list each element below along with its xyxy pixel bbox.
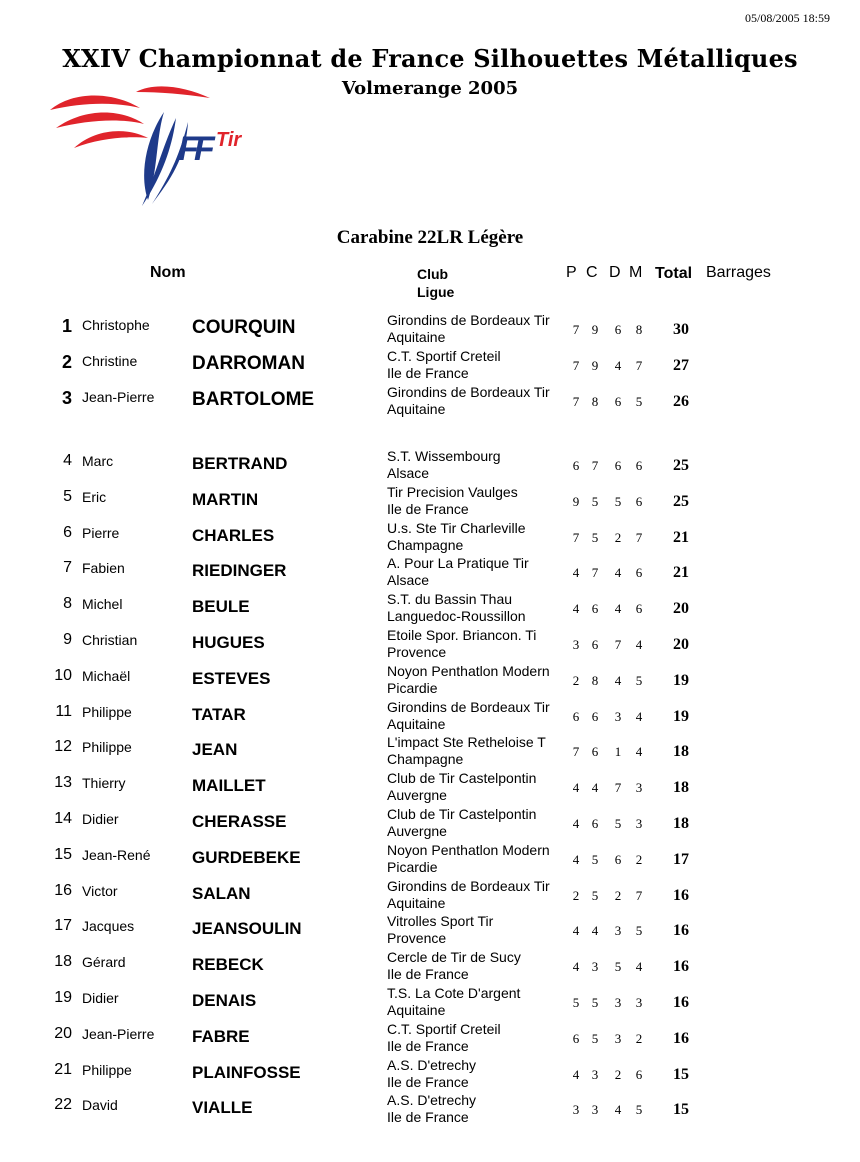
result-row xyxy=(0,985,860,1021)
last-name: BEULE xyxy=(192,597,250,617)
score-d: 6 xyxy=(614,393,622,409)
rank: 7 xyxy=(63,559,72,577)
score-c: 6 xyxy=(591,708,599,724)
first-name: Philippe xyxy=(82,703,132,720)
score-c: 5 xyxy=(591,529,599,545)
rank: 12 xyxy=(54,738,72,756)
total-score: 18 xyxy=(673,779,689,797)
total-score: 30 xyxy=(673,321,689,338)
result-row xyxy=(0,806,860,842)
result-row xyxy=(0,1057,860,1093)
ligue-name: Auvergne xyxy=(387,787,447,804)
score-d: 3 xyxy=(614,995,622,1010)
rank: 10 xyxy=(54,666,72,684)
club-ligue-cell xyxy=(387,949,521,983)
club-ligue-cell xyxy=(387,348,501,382)
rank: 15 xyxy=(54,845,72,863)
result-row xyxy=(0,627,860,663)
total-score: 25 xyxy=(673,457,689,474)
last-name: COURQUIN xyxy=(192,317,296,338)
result-row xyxy=(0,663,860,699)
score-c: 5 xyxy=(591,1030,599,1046)
score-p: 7 xyxy=(572,357,580,373)
score-d: 4 xyxy=(614,565,622,581)
col-header-club-ligue xyxy=(417,265,454,301)
last-name: SALAN xyxy=(192,883,251,903)
last-name: DARROMAN xyxy=(192,352,305,374)
total-score: 20 xyxy=(673,600,689,618)
score-c: 9 xyxy=(591,322,599,337)
club-ligue-cell xyxy=(387,878,550,912)
score-c: 7 xyxy=(591,458,599,473)
page-title: XXIV Championnat de France Silhouettes Métalliques xyxy=(62,44,798,73)
col-header-club: Club xyxy=(417,266,449,282)
score-m: 6 xyxy=(635,493,643,509)
ligue-name: Provence xyxy=(387,930,447,947)
score-p: 4 xyxy=(572,851,580,867)
total-score: 16 xyxy=(673,958,689,976)
ligue-name: Champagne xyxy=(387,536,464,553)
last-name: DENAIS xyxy=(192,991,257,1010)
ligue-name: Alsace xyxy=(387,572,430,589)
last-name: BERTRAND xyxy=(192,454,288,473)
total-score: 18 xyxy=(673,743,689,761)
rank: 21 xyxy=(54,1060,72,1078)
ligue-name: Picardie xyxy=(387,858,438,875)
score-m: 6 xyxy=(635,1066,643,1082)
score-c: 5 xyxy=(591,887,599,903)
score-d: 6 xyxy=(614,322,622,337)
score-p: 5 xyxy=(572,995,580,1010)
score-p: 3 xyxy=(572,1102,580,1118)
result-row xyxy=(0,312,860,348)
last-name: CHARLES xyxy=(192,525,275,545)
last-name: GURDEBEKE xyxy=(192,847,301,867)
club-ligue-cell xyxy=(387,484,518,518)
club-ligue-cell xyxy=(387,806,536,840)
ligue-name: Ile de France xyxy=(387,966,469,983)
rank: 18 xyxy=(54,953,72,971)
ligue-name: Languedoc-Roussillon xyxy=(387,608,526,625)
score-d: 4 xyxy=(614,1102,622,1118)
club-ligue-cell xyxy=(387,913,493,947)
score-d: 5 xyxy=(614,493,622,509)
score-m: 4 xyxy=(635,708,643,724)
rank: 9 xyxy=(63,631,72,648)
first-name: Thierry xyxy=(82,775,126,792)
score-d: 6 xyxy=(614,851,622,867)
svg-text:F: F xyxy=(178,130,199,168)
score-d: 7 xyxy=(614,780,622,796)
total-score: 21 xyxy=(673,564,689,582)
club-ligue-cell xyxy=(387,591,526,625)
club-ligue-cell xyxy=(387,448,501,482)
club-ligue-cell xyxy=(387,663,550,697)
rank: 8 xyxy=(63,595,72,613)
first-name: Didier xyxy=(82,990,119,1006)
total-score: 16 xyxy=(673,994,689,1011)
club-ligue-cell xyxy=(387,312,550,346)
first-name: Marc xyxy=(82,453,114,469)
club-ligue-cell xyxy=(387,384,550,418)
ligue-name: Ile de France xyxy=(387,1073,469,1090)
category-title: Carabine 22LR Légère xyxy=(336,227,524,248)
club-name: A.S. D'etrechy xyxy=(387,1056,477,1073)
ligue-name: Provence xyxy=(387,644,447,660)
score-p: 6 xyxy=(572,708,580,724)
rank: 2 xyxy=(61,351,72,372)
rank: 11 xyxy=(55,702,72,720)
col-header-c: C xyxy=(586,264,598,281)
svg-text:F: F xyxy=(194,130,215,168)
last-name: JEAN xyxy=(192,740,238,760)
club-name: Noyon Penthatlon Modern xyxy=(387,662,550,679)
col-header-m: M xyxy=(629,264,643,281)
score-p: 7 xyxy=(572,393,580,409)
ligue-name: Champagne xyxy=(387,751,464,768)
score-p: 3 xyxy=(572,637,580,652)
club-ligue-cell xyxy=(387,699,550,733)
total-score: 26 xyxy=(673,392,689,410)
score-m: 5 xyxy=(635,393,643,409)
score-d: 2 xyxy=(614,887,622,903)
club-name: T.S. La Cote D'argent xyxy=(387,985,521,1001)
total-score: 19 xyxy=(673,707,689,725)
ligue-name: Ile de France xyxy=(387,1037,469,1054)
club-ligue-cell xyxy=(387,985,520,1019)
score-d: 4 xyxy=(614,357,622,373)
score-m: 4 xyxy=(635,744,643,760)
score-d: 1 xyxy=(614,744,622,760)
score-c: 4 xyxy=(591,923,599,939)
score-d: 2 xyxy=(614,1066,622,1082)
club-ligue-cell xyxy=(387,842,550,876)
club-name: A.S. D'etrechy xyxy=(387,1092,477,1109)
score-c: 8 xyxy=(591,672,599,688)
score-m: 5 xyxy=(635,672,643,688)
club-name: Vitrolles Sport Tir xyxy=(387,913,494,930)
club-name: Club de Tir Castelpontin xyxy=(387,806,537,822)
first-name: Christian xyxy=(82,632,138,648)
first-name: Didier xyxy=(82,811,119,827)
result-row xyxy=(0,699,860,735)
score-m: 3 xyxy=(635,780,643,796)
score-p: 7 xyxy=(572,322,580,337)
total-score: 16 xyxy=(673,1029,689,1047)
last-name: ESTEVES xyxy=(192,668,271,688)
score-c: 3 xyxy=(591,1066,599,1082)
total-score: 17 xyxy=(673,850,689,868)
first-name: Jean-Pierre xyxy=(82,1025,155,1042)
rank: 22 xyxy=(54,1096,72,1114)
total-score: 19 xyxy=(673,671,689,689)
score-d: 5 xyxy=(614,816,622,831)
score-m: 2 xyxy=(635,851,643,867)
first-name: Victor xyxy=(82,882,118,899)
rank: 6 xyxy=(63,523,72,541)
total-score: 16 xyxy=(673,922,689,940)
result-row xyxy=(0,555,860,591)
ligue-name: Ile de France xyxy=(387,500,469,517)
last-name: VIALLE xyxy=(192,1098,253,1118)
club-name: A. Pour La Pratique Tir xyxy=(387,555,529,572)
total-score: 27 xyxy=(673,356,689,374)
score-p: 6 xyxy=(572,458,580,473)
club-ligue-cell xyxy=(387,1092,476,1126)
club-name: Girondins de Bordeaux Tir xyxy=(387,312,550,328)
club-name: Girondins de Bordeaux Tir xyxy=(387,877,550,894)
result-row xyxy=(0,1092,860,1128)
score-d: 3 xyxy=(614,708,622,724)
col-header-d: D xyxy=(609,264,621,281)
club-name: L'impact Ste Retheloise T xyxy=(387,734,546,751)
fftir-logo-wordmark xyxy=(178,129,242,168)
score-m: 3 xyxy=(635,816,643,831)
club-name: Noyon Penthatlon Modern xyxy=(387,841,550,858)
last-name: BARTOLOME xyxy=(192,388,315,410)
score-c: 3 xyxy=(591,1102,599,1118)
score-c: 5 xyxy=(591,493,599,509)
rank: 3 xyxy=(61,387,72,408)
first-name: Christine xyxy=(82,352,138,369)
score-c: 3 xyxy=(591,959,599,975)
score-c: 5 xyxy=(591,995,599,1010)
score-m: 6 xyxy=(635,565,643,581)
score-m: 6 xyxy=(635,601,643,617)
svg-text:Tir: Tir xyxy=(216,129,242,151)
score-d: 2 xyxy=(614,529,622,545)
ligue-name: Aquitaine xyxy=(387,329,446,345)
result-row xyxy=(0,1021,860,1057)
rank: 5 xyxy=(63,487,72,505)
first-name: Pierre xyxy=(82,524,120,541)
last-name: FABRE xyxy=(192,1026,250,1046)
first-name: Jean-René xyxy=(82,846,151,863)
rank: 1 xyxy=(61,316,72,336)
score-p: 2 xyxy=(572,672,580,688)
club-ligue-cell xyxy=(387,770,536,804)
score-p: 9 xyxy=(572,493,580,509)
col-header-nom: Nom xyxy=(150,264,186,281)
score-c: 6 xyxy=(591,601,599,617)
last-name: JEANSOULIN xyxy=(192,919,302,939)
score-m: 7 xyxy=(635,887,643,903)
club-name: Cercle de Tir de Sucy xyxy=(387,949,521,966)
total-score: 15 xyxy=(673,1101,689,1119)
score-m: 5 xyxy=(635,923,643,939)
club-name: Tir Precision Vaulges xyxy=(387,483,518,500)
result-row xyxy=(0,770,860,806)
first-name: Jean-Pierre xyxy=(82,388,155,405)
score-p: 7 xyxy=(572,529,580,545)
score-m: 6 xyxy=(635,458,643,473)
score-c: 7 xyxy=(591,565,599,581)
score-p: 4 xyxy=(572,959,580,975)
last-name: MAILLET xyxy=(192,776,266,796)
first-name: Michel xyxy=(82,596,123,613)
first-name: Fabien xyxy=(82,560,125,577)
club-name: Girondins de Bordeaux Tir xyxy=(387,383,550,400)
club-name: U.s. Ste Tir Charleville xyxy=(387,519,526,536)
score-d: 3 xyxy=(614,923,622,939)
score-p: 7 xyxy=(572,744,580,760)
club-ligue-cell xyxy=(387,1057,476,1091)
total-score: 20 xyxy=(673,636,689,653)
first-name: Gérard xyxy=(82,954,126,971)
ligue-name: Aquitaine xyxy=(387,1002,446,1018)
score-c: 6 xyxy=(591,816,599,831)
score-c: 4 xyxy=(591,780,599,796)
rank: 20 xyxy=(54,1024,72,1042)
club-name: S.T. du Bassin Thau xyxy=(387,591,513,608)
result-row xyxy=(0,949,860,985)
score-d: 4 xyxy=(614,672,622,688)
first-name: David xyxy=(82,1097,118,1114)
fftir-logo xyxy=(44,78,269,210)
first-name: Jacques xyxy=(82,918,135,935)
score-d: 6 xyxy=(614,458,622,473)
score-d: 4 xyxy=(614,601,622,617)
score-c: 8 xyxy=(591,393,599,409)
club-name: S.T. Wissembourg xyxy=(387,448,501,464)
club-ligue-cell xyxy=(387,734,546,768)
score-m: 4 xyxy=(635,637,643,652)
result-row xyxy=(0,384,860,420)
ligue-name: Ile de France xyxy=(387,1109,469,1126)
score-m: 2 xyxy=(635,1030,643,1046)
ligue-name: Ile de France xyxy=(387,364,469,381)
first-name: Christophe xyxy=(82,317,150,333)
rank: 19 xyxy=(54,989,72,1006)
result-row xyxy=(0,448,860,484)
page-subtitle: Volmerange 2005 xyxy=(341,78,519,99)
club-ligue-cell xyxy=(387,555,529,589)
score-d: 3 xyxy=(614,1030,622,1046)
score-m: 4 xyxy=(635,959,643,975)
score-c: 9 xyxy=(591,357,599,373)
last-name: TATAR xyxy=(192,704,246,724)
score-m: 7 xyxy=(635,357,643,373)
ligue-name: Aquitaine xyxy=(387,715,446,732)
score-p: 6 xyxy=(572,1030,580,1046)
rank: 16 xyxy=(54,881,72,899)
club-name: C.T. Sportif Creteil xyxy=(387,1020,501,1037)
club-name: C.T. Sportif Creteil xyxy=(387,347,501,364)
last-name: HUGUES xyxy=(192,633,265,652)
result-row xyxy=(0,348,860,384)
score-p: 4 xyxy=(572,1066,580,1082)
club-ligue-cell xyxy=(387,1021,501,1055)
score-p: 4 xyxy=(572,565,580,581)
club-name: Etoile Spor. Briancon. Ti xyxy=(387,627,537,643)
rank: 4 xyxy=(63,452,72,469)
result-row xyxy=(0,591,860,627)
score-p: 4 xyxy=(572,816,580,831)
first-name: Michaël xyxy=(82,667,131,684)
score-m: 7 xyxy=(635,529,643,545)
result-row xyxy=(0,520,860,556)
score-p: 2 xyxy=(572,887,580,903)
col-header-p: P xyxy=(566,264,577,281)
last-name: RIEDINGER xyxy=(192,561,287,581)
rank: 17 xyxy=(54,917,72,935)
ligue-name: Auvergne xyxy=(387,823,447,839)
ligue-name: Picardie xyxy=(387,679,438,696)
print-datetime: 05/08/2005 18:59 xyxy=(744,11,830,25)
score-p: 4 xyxy=(572,923,580,939)
total-score: 18 xyxy=(673,815,689,832)
score-d: 7 xyxy=(614,637,622,652)
first-name: Philippe xyxy=(82,739,132,756)
total-score: 16 xyxy=(673,886,689,904)
club-ligue-cell xyxy=(387,520,525,554)
score-c: 6 xyxy=(591,637,599,652)
total-score: 15 xyxy=(673,1065,689,1083)
total-score: 21 xyxy=(673,528,689,546)
rank: 13 xyxy=(54,774,72,792)
last-name: REBECK xyxy=(192,955,264,975)
result-row xyxy=(0,734,860,770)
score-d: 5 xyxy=(614,959,622,975)
ligue-name: Aquitaine xyxy=(387,894,446,911)
score-m: 8 xyxy=(635,322,643,337)
first-name: Eric xyxy=(82,488,107,505)
result-row xyxy=(0,484,860,520)
result-row xyxy=(0,842,860,878)
ligue-name: Alsace xyxy=(387,465,430,481)
result-row xyxy=(0,878,860,914)
result-row xyxy=(0,913,860,949)
score-m: 3 xyxy=(635,995,643,1010)
last-name: MARTIN xyxy=(192,489,259,509)
last-name: CHERASSE xyxy=(192,812,287,831)
last-name: PLAINFOSSE xyxy=(192,1062,301,1082)
ligue-name: Aquitaine xyxy=(387,400,446,417)
first-name: Philippe xyxy=(82,1061,132,1078)
col-header-barrages: Barrages xyxy=(706,264,771,281)
score-c: 6 xyxy=(591,744,599,760)
score-p: 4 xyxy=(572,601,580,617)
score-c: 5 xyxy=(591,851,599,867)
col-header-ligue: Ligue xyxy=(417,284,455,300)
score-p: 4 xyxy=(572,780,580,796)
rank: 14 xyxy=(54,810,72,827)
club-ligue-cell xyxy=(387,627,536,661)
club-name: Club de Tir Castelpontin xyxy=(387,770,537,787)
club-name: Girondins de Bordeaux Tir xyxy=(387,698,550,715)
col-header-total: Total xyxy=(655,265,693,282)
total-score: 25 xyxy=(673,492,689,510)
score-m: 5 xyxy=(635,1102,643,1118)
